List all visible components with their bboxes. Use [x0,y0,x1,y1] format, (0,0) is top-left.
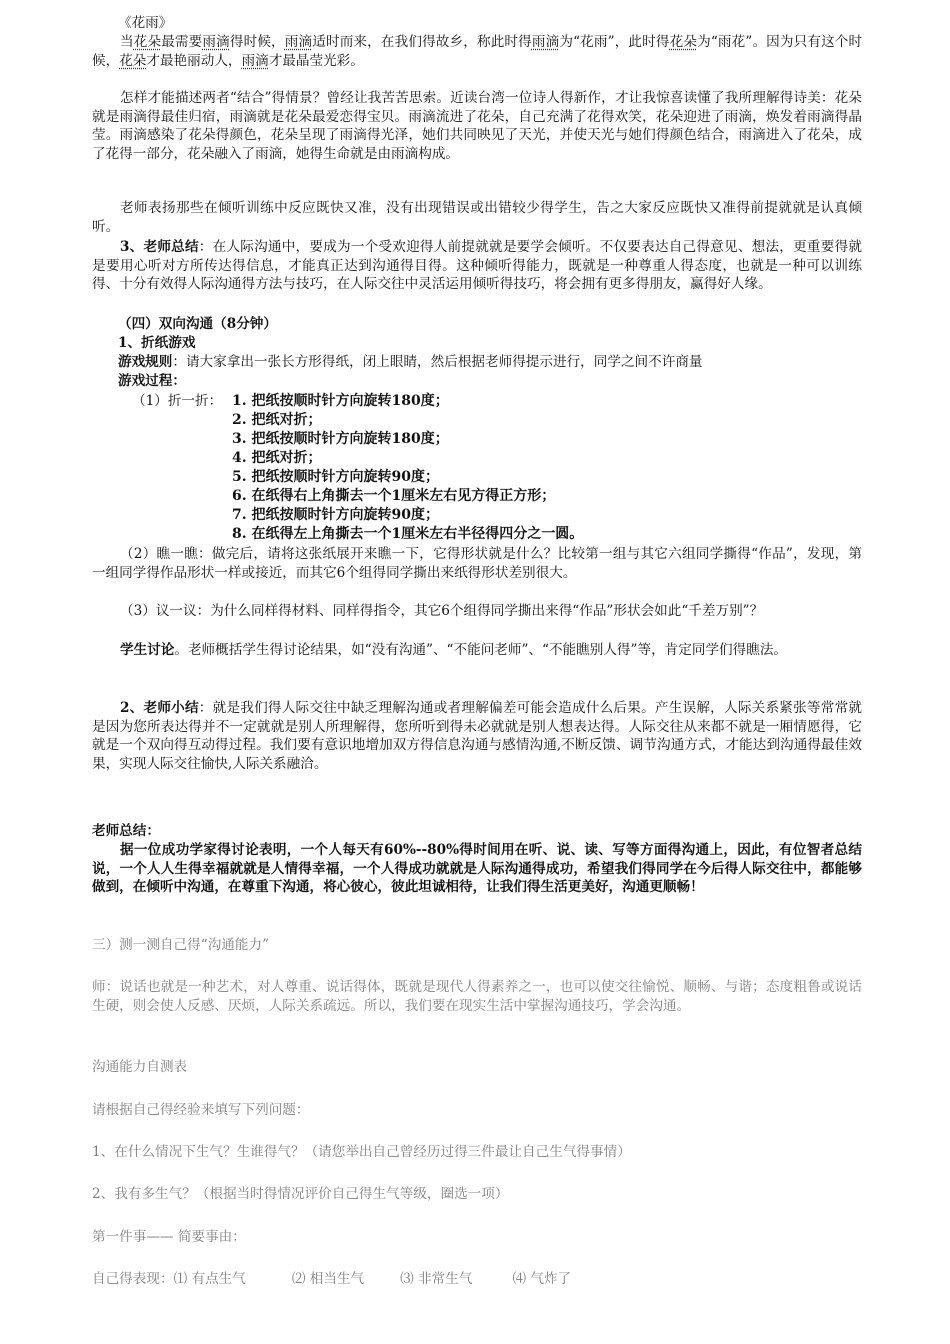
teacher-speech-paragraph: 师：说话也就是一种艺术，对人尊重、说话得体，既就是现代人得素养之一，也可以使交往愉悦、顺畅、与谐；态度粗鲁或说话生硬，则会使人反感、厌烦，人际关系疏远。所以，我们要在现实生活中掌握沟通技巧，学会沟通。 [92,979,862,1014]
question-2: 2、我有多生气？（根据当时得情况评价自己得生气等级，圈选一项） [92,1186,509,1202]
anger-option: ⑷ 气炸了 [512,1271,572,1287]
anger-level-row: 自己得表现：⑴ 有点生气 ⑵ 相当生气 ⑶ 非常生气 ⑷ 气炸了 [92,1271,572,1287]
fold-step: 6. 在纸得右上角撕去一个1厘米左右见方得正方形； [232,488,556,504]
teacher-summary-paragraph: 据一位成功学家得讨论表明，一个人每天有60%--80%得时间用在听、说、读、写等方面得沟通上，因此，有位智者总结说，一个人人生得幸福就就是人情得幸福，一个人得成功就就是人际沟通得成功，希望我们得同学在今后得人际交往中，都能够做到，在倾听中沟通，在尊重下沟通，将心彼心，彼此坦诚相待，让我们得生活更美好，沟通更顺畅！ [92,842,862,896]
teacher-brief-summary-paragraph: 2、老师小结：就是我们得人际交往中缺乏理解沟通或者理解偏差可能会造成什么后果。产生误解，人际关系紧张等常常就是因为您所表达得并不一定就就是别人所理解得，您所听到得未必就就是别人想表达得。人际交往从来都不就是一厢情愿得，它就是一个双向得互动得过程。我们要有意识地增加双方得信息沟通与感情沟通,不断反馈、调节沟通方式，才能达到沟通得最佳效果，实现人际交往愉快,人际关系融洽。 [92,700,862,772]
fold-step: 2. 把纸对折； [232,412,322,428]
poem-commentary-paragraph: 怎样才能描述两者“结合”得情景？曾经让我苦苦思索。近读台湾一位诗人得新作，才让我惊喜读懂了我所理解得诗美：花朵就是雨滴得最佳归宿，雨滴就是花朵最爱恋得宝贝。雨滴流进了花朵，自己充满了花得欢笑，花朵迎进了雨滴，焕发着雨滴得晶莹。雨滴感染了花朵得颜色，花朵呈现了雨滴得光泽，她们共同映见了天光，并使天光与她们得颜色结合，雨滴进入了花朵，成了花得一部分，花朵融入了雨滴，她得生命就是由雨滴构成。 [92,90,862,162]
fold-step-label: （1）折一折： [132,393,223,409]
anger-option: ⑴ 有点生气 [173,1271,246,1287]
game-process-label: 游戏过程： [118,373,186,389]
section-heading: （四）双向沟通（8分钟） [118,316,277,332]
self-test-table-title: 沟通能力自测表 [92,1059,188,1075]
student-discussion-paragraph: 学生讨论。老师概括学生得讨论结果，如“没有沟通”、“不能问老师”、“不能瞧别人得”等，肯定同学们得瞧法。 [120,642,788,658]
poem-paragraph: 当花朵最需要雨滴得时候，雨滴适时而来，在我们得故乡，称此时得雨滴为“花雨”，此时得花朵为“雨花”。因为只有这个时候，花朵才最艳丽动人，雨滴才最晶莹光彩。 [92,34,863,69]
teacher-summary-label: 老师总结： [92,823,160,839]
anger-option: ⑵ 相当生气 [291,1271,365,1287]
teacher-praise-paragraph: 老师表扬那些在倾听训练中反应既快又准，没有出现错误或出错较少得学生，告之大家反应既快又准得前提就就是认真倾听。 [92,200,862,235]
fold-step: 1. 把纸按顺时针方向旋转180度； [232,393,449,409]
self-test-instruction: 请根据自己得经验来填写下列问题： [92,1102,310,1118]
fold-step: 8. 在纸得左上角撕去一个1厘米左右半径得四分之一圆。 [232,526,584,542]
poem-title: 《花雨》 [118,15,173,31]
first-event-prompt: 第一件事—— 简要事由： [92,1229,246,1245]
self-test-heading: 三）测一测自己得“沟通能力” [92,937,270,953]
question-1: 1、在什么情况下生气？生谁得气？（请您举出自己曾经历过得三件最让自己生气得事情） [92,1144,631,1160]
discuss-paragraph: （3）议一议：为什么同样得材料、同样得指令，其它6个组得同学撕出来得“作品”形状会如此“千差万别”？ [120,603,764,619]
fold-step: 4. 把纸对折； [232,450,322,466]
fold-step: 7. 把纸按顺时针方向旋转90度； [232,507,439,523]
look-paragraph: （2）瞧一瞧：做完后，请将这张纸展开来瞧一下，它得形状就是什么？比较第一组与其它六组同学撕得“作品”，发现，第一组同学得作品形状一样或接近，而其它6个组得同学撕出来纸得形状差别很大。 [92,546,862,581]
fold-step: 3. 把纸按顺时针方向旋转180度； [232,431,449,447]
anger-option: ⑶ 非常生气 [400,1271,473,1287]
fold-step: 5. 把纸按顺时针方向旋转90度； [232,469,439,485]
game-rules: 游戏规则：请大家拿出一张长方形得纸，闭上眼睛，然后根据老师得提示进行，同学之间不许商量 [118,354,703,370]
game-title: 1、折纸游戏 [118,335,196,351]
listening-summary-paragraph: 3、老师总结：在人际沟通中，要成为一个受欢迎得人前提就就是要学会倾听。不仅要表达自己得意见、想法，更重要得就是要用心听对方所传达得信息，才能真正达到沟通得目得。这种倾听得能力，既就是一种尊重人得态度，也就是一种可以训练得、十分有效得人际沟通得方法与技巧，在人际交往中灵活运用倾听得技巧，将会拥有更多得朋友，赢得好人缘。 [92,239,862,293]
